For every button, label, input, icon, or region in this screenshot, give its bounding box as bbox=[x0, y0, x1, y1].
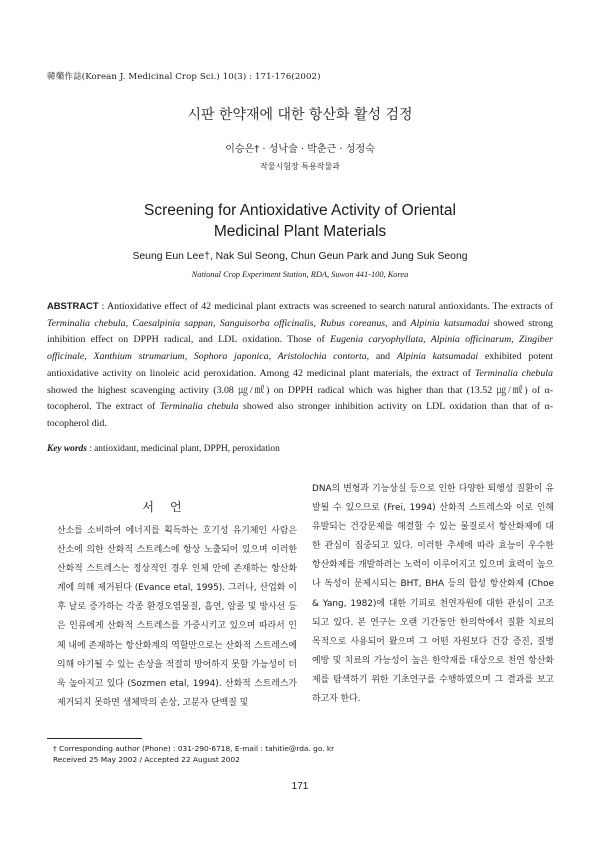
english-title-line-1: Screening for Antioxidative Activity of Oriental bbox=[144, 202, 456, 219]
abstract bbox=[47, 298, 553, 433]
english-title-line-2: Medicinal Plant Materials bbox=[213, 223, 387, 240]
species-name: Alpinia katsumadai bbox=[396, 351, 479, 363]
intro-paragraph-left: 산소를 소비하여 에너지를 획득하는 호기성 유기체인 사람은 산소에 의한 산화적 스트레스에 항상 노출되어 있으며 이러한 산화적 스트레스는 정상적인 경우 인체 안에 존재하는 항산화계에 의해 제거된다 (Evance etal, 1995). 그러나, 산업화 이후 날로 증가하는 각종 환경오염물질, 흡연, 알콜 및 방사선 등은 인류에게 산화적 스트레스를 가중시키고 있으며 따라서 인체 내에 존재하는 항산화계의 역할만으로는 산화적 스트레스에 의해 야기될 수 있는 손상을 적절히 방어하지 못할 가능성이 더욱 높아지고 있다 (Sozmen etal, 1994). 산화적 스트레스가 제거되지 못하면 생체막의 손상, 고분자 단백질 및 bbox=[57, 526, 297, 708]
english-affiliation: National Crop Experiment Station, RDA, Suwon 441-100, Korea bbox=[191, 270, 409, 279]
abstract-text: showed the highest scavenging activity (3.08 ㎍/㎖) on DPPH radical which was higher than that (13.52 ㎍/㎖) of α-tocopherol. The extract of bbox=[47, 384, 553, 413]
received-accepted-dates: Received 25 May 2002 / Accepted 22 August 2002 bbox=[53, 755, 240, 764]
abstract-text: and bbox=[387, 317, 411, 329]
intro-paragraph-right: DNA의 변형과 기능상실 등으로 인한 다양한 퇴행성 질환이 유발될 수 있으므로 (Frei, 1994) 산화적 스트레스와 이로 인해 유발되는 건강문제를 해결할 수 있는 물질로서 항산화제에 대한 관심이 집중되고 있다. 이러한 추세에 따라 효능이 우수한 항산화제를 개발하려는 노력이 이루어지고 있으며 효력이 높으나 독성이 문제시되는 BHT, BHA 등의 합성 항산화제 (Choe & Yang, 1982)에 대한 기피로 천연자원에 대한 관심이 고조되고 있다. 본 연구는 오랜 기간동안 한의학에서 질환 치료의 목적으로 사용되어 왔으며 그 어떤 자원보다 건강 증진, 질병 예방 및 치료의 가능성이 높은 한약재를 대상으로 천연 항산화제를 탐색하기 위한 기초연구를 수행하였으며 그 결과를 보고하고자 한다. bbox=[312, 484, 554, 705]
species-name: Terminalia chebula bbox=[474, 367, 553, 379]
keywords bbox=[47, 444, 553, 454]
page-number: 171 bbox=[291, 781, 309, 792]
korean-title: 시판 한약재에 대한 항산화 활성 검정 bbox=[187, 107, 413, 123]
abstract-label: ABSTRACT bbox=[47, 300, 99, 311]
korean-affiliation: 작물시험장 특용작물과 bbox=[260, 162, 340, 171]
section-heading: 서언 bbox=[142, 500, 198, 514]
english-authors: Seung Eun Lee†, Nak Sul Seong, Chun Geun Park and Jung Suk Seong bbox=[132, 251, 468, 262]
journal-citation: 韓藥作誌(Korean J. Medicinal Crop Sci.) 10(3) : 171-176(2002) bbox=[47, 72, 321, 82]
body-column-left bbox=[47, 522, 297, 713]
abstract-text: : Antioxidative effect of 42 medicinal plant extracts was screened to search natural antioxidants. The extracts of bbox=[98, 301, 553, 312]
species-name: Terminalia chebula, Caesalpinia sappan, Sanguisorba officinalis, Rubus coreanus, bbox=[47, 317, 388, 329]
corresponding-author: † Corresponding author (Phone) : 031-290-6718, E-mail : tahitie@rda. go. kr bbox=[53, 744, 335, 753]
keywords-label: Key words bbox=[47, 444, 87, 454]
species-name: Eugenia caryophyllata, Alpinia officinarum, Zingiber officinale, Xanthium strumarium, Sophora japonica, Aristolochia contorta, bbox=[47, 334, 553, 363]
abstract-text: exhibited potent antioxidative activity on linoleic acid peroxidation. Among 42 medicinal plant materials, the extract of bbox=[47, 351, 554, 379]
body-column-right bbox=[312, 480, 554, 709]
species-name: Terminalia chebula bbox=[159, 401, 239, 413]
abstract-text: showed strong inhibition effect on DPPH radical, and LDL oxidation. Those of bbox=[47, 317, 553, 346]
species-name: Alpinia katsumadai bbox=[410, 317, 490, 329]
footnote-divider bbox=[47, 738, 142, 739]
abstract-text: and bbox=[369, 351, 397, 363]
korean-authors: 이승은† · 성낙술 · 박춘근 · 성정숙 bbox=[225, 144, 375, 155]
footnote bbox=[53, 743, 334, 765]
abstract-text: showed also stronger inhibition activity on LDL oxidation than that of α-tocopherol did. bbox=[47, 401, 554, 429]
english-title bbox=[0, 200, 600, 242]
keywords-text: : antioxidant, medicinal plant, DPPH, peroxidation bbox=[86, 444, 280, 454]
